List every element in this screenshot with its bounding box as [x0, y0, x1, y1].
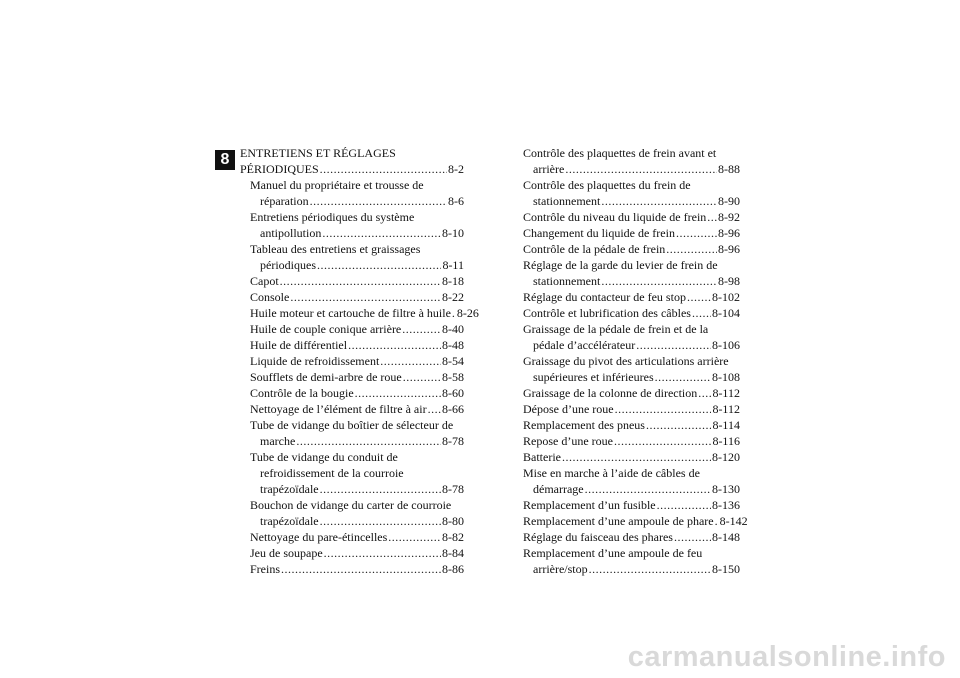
toc-line: [523, 337, 740, 353]
toc-page-number: 8-120: [712, 450, 740, 464]
toc-entry[interactable]: [523, 513, 748, 529]
toc-entry-text: Soufflets de demi-arbre de roue: [250, 370, 402, 384]
toc-line: [250, 561, 464, 577]
toc-entry-text: réparation: [260, 194, 309, 208]
toc-entry-text: Jeu de soupape: [250, 546, 323, 560]
toc-right-column: [523, 145, 748, 577]
toc-page-number: 8-112: [712, 386, 740, 400]
dot-leader: [320, 161, 447, 177]
toc-entry[interactable]: [523, 529, 740, 545]
toc-entry-text: refroidissement de la courroie: [260, 466, 404, 480]
toc-line: [250, 417, 464, 433]
dot-leader: [676, 225, 717, 241]
toc-entry-text: Graissage de la pédale de frein et de la: [523, 322, 709, 336]
toc-entry[interactable]: [250, 273, 464, 289]
toc-page-number: 8-150: [712, 562, 740, 576]
toc-entry-text: démarrage: [533, 482, 584, 496]
toc-line: [523, 369, 740, 385]
toc-entry-text: Nettoyage de l’élément de filtre à air: [250, 402, 427, 416]
dot-leader: [636, 337, 711, 353]
dot-leader: [692, 305, 711, 321]
toc-entry-text: périodiques: [260, 258, 316, 272]
toc-entry-text: Contrôle de la bougie: [250, 386, 354, 400]
toc-line: [523, 561, 740, 577]
toc-page-number: 8-78: [442, 482, 464, 496]
toc-line: [250, 545, 464, 561]
toc-page-number: 8-26: [456, 306, 479, 320]
toc-entry[interactable]: [523, 401, 740, 417]
toc-page-number: 8-48: [442, 338, 464, 352]
toc-entry-text: Nettoyage du pare-étincelles: [250, 530, 388, 544]
toc-entry[interactable]: [250, 401, 464, 417]
toc-page-number: 8-130: [712, 482, 740, 496]
toc-entry[interactable]: [250, 241, 464, 273]
toc-entry-text: Contrôle de la pédale de frein: [523, 242, 666, 256]
toc-line: [523, 433, 740, 449]
toc-line: [523, 545, 740, 561]
dot-leader: [355, 385, 441, 401]
toc-entry-text: Repose d’une roue: [523, 434, 613, 448]
toc-left-entries: [240, 177, 479, 577]
toc-entry-text: Contrôle et lubrification des câbles: [523, 306, 691, 320]
dot-leader: [715, 513, 719, 529]
toc-page-number: 8-11: [442, 258, 464, 272]
toc-entry[interactable]: [523, 433, 740, 449]
toc-line: [523, 465, 740, 481]
toc-line: [523, 529, 740, 545]
toc-line: [250, 481, 464, 497]
toc-line: [250, 401, 464, 417]
dot-leader: [320, 513, 441, 529]
toc-page-number: 8-90: [718, 194, 740, 208]
dot-leader: [322, 225, 441, 241]
toc-line: [523, 193, 740, 209]
dot-leader: [562, 449, 711, 465]
toc-page-number: 8-98: [718, 274, 740, 288]
toc-entry-text: Réglage du contacteur de feu stop: [523, 290, 686, 304]
toc-page-number: 8-142: [719, 514, 748, 528]
toc-entry[interactable]: [523, 289, 740, 305]
toc-entry[interactable]: [523, 321, 740, 353]
toc-line: [523, 353, 740, 369]
dot-leader: [707, 209, 717, 225]
dot-leader: [310, 193, 447, 209]
toc-line: [523, 321, 740, 337]
toc-page-number: 8-102: [712, 290, 740, 304]
toc-entry-text: Huile moteur et cartouche de filtre à huile: [250, 306, 451, 320]
toc-entry-text: Tube de vidange du boîtier de sélecteur de: [250, 418, 454, 432]
toc-page-number: 8-54: [442, 354, 464, 368]
dot-leader: [317, 257, 441, 273]
toc-line: [250, 193, 464, 209]
toc-page-number: 8-18: [442, 274, 464, 288]
toc-line: [250, 385, 464, 401]
toc-page-number: 8-116: [712, 434, 740, 448]
toc-page-number: 8-58: [442, 370, 464, 384]
toc-entry[interactable]: [250, 209, 464, 241]
dot-leader: [614, 433, 711, 449]
dot-leader: [674, 529, 711, 545]
toc-entry-text: trapézoïdale: [260, 482, 319, 496]
dot-leader: [601, 193, 717, 209]
toc-page-number: 8-6: [448, 194, 464, 208]
dot-leader: [320, 481, 441, 497]
dot-leader: [657, 497, 711, 513]
dot-leader: [615, 401, 712, 417]
toc-left-column: [240, 145, 479, 577]
toc-entry-text: Contrôle des plaquettes du frein de: [523, 178, 691, 192]
dot-leader: [428, 401, 441, 417]
toc-entry[interactable]: [523, 465, 740, 497]
toc-entry[interactable]: [250, 385, 464, 401]
toc-section-heading[interactable]: [240, 145, 464, 177]
chapter-number-tab: 8: [215, 150, 235, 170]
toc-entry-text: pédale d’accélérateur: [533, 338, 636, 352]
toc-line: [523, 257, 740, 273]
toc-line: [523, 177, 740, 193]
toc-page-number: 8-22: [442, 290, 464, 304]
toc-entry[interactable]: [250, 545, 464, 561]
toc-page-number: 8-66: [442, 402, 464, 416]
dot-leader: [296, 433, 441, 449]
toc-line: [250, 289, 464, 305]
dot-leader: [646, 417, 711, 433]
toc-page-number: 8-10: [442, 226, 464, 240]
toc-page-number: 8-112: [712, 402, 740, 416]
toc-entry-text: Remplacement d’une ampoule de feu: [523, 546, 703, 560]
toc-line: [523, 241, 740, 257]
toc-entry-text: Liquide de refroidissement: [250, 354, 380, 368]
toc-line: [250, 225, 464, 241]
dot-leader: [666, 241, 717, 257]
toc-entry[interactable]: [523, 257, 740, 289]
toc-line: [250, 369, 464, 385]
toc-entry[interactable]: [523, 449, 740, 465]
toc-entry[interactable]: [250, 449, 464, 497]
toc-line: [250, 209, 464, 225]
toc-entry-text: Tube de vidange du conduit de: [250, 450, 398, 464]
dot-leader: [290, 289, 441, 305]
toc-page-number: 8-96: [718, 226, 740, 240]
toc-line: [250, 177, 464, 193]
toc-entry[interactable]: [250, 305, 479, 321]
toc-entry-text: Console: [250, 290, 290, 304]
toc-line: [250, 497, 464, 513]
dot-leader: [589, 561, 711, 577]
dot-leader: [348, 337, 441, 353]
toc-entry-text: Freins: [250, 562, 280, 576]
toc-line: [523, 225, 740, 241]
toc-entry[interactable]: [250, 417, 464, 449]
toc-entry-text: Dépose d’une roue: [523, 402, 614, 416]
dot-leader: [402, 321, 441, 337]
toc-entry-text: Remplacement des pneus: [523, 418, 645, 432]
toc-line: [523, 417, 740, 433]
toc-entry[interactable]: [250, 369, 464, 385]
dot-leader: [403, 369, 441, 385]
toc-entry[interactable]: [523, 353, 740, 385]
dot-leader: [380, 353, 441, 369]
toc-line: [250, 241, 464, 257]
toc-line: [523, 481, 740, 497]
toc-page-number: 8-92: [718, 210, 740, 224]
toc-page-number: 8-108: [712, 370, 740, 384]
toc-heading-text: ENTRETIENS ET RÉGLAGES: [240, 146, 396, 160]
dot-leader: [655, 369, 711, 385]
toc-entry[interactable]: [250, 289, 464, 305]
toc-entry[interactable]: [523, 417, 740, 433]
toc-entry-text: trapézoïdale: [260, 514, 319, 528]
toc-page-number: 8-82: [442, 530, 464, 544]
toc-entry[interactable]: [523, 241, 740, 257]
toc-page-number: 8-96: [718, 242, 740, 256]
dot-leader: [452, 305, 456, 321]
toc-entry-text: Bouchon de vidange du carter de courroie: [250, 498, 452, 512]
toc-line: [250, 529, 464, 545]
toc-entry-text: marche: [260, 434, 296, 448]
watermark-text: carmanualsonline.info: [627, 641, 946, 673]
toc-entry-text: Capot: [250, 274, 279, 288]
dot-leader: [565, 161, 717, 177]
toc-entry-text: Huile de couple conique arrière: [250, 322, 402, 336]
toc-line: [250, 273, 464, 289]
toc-line: [250, 321, 464, 337]
toc-line: [523, 209, 740, 225]
toc-entry[interactable]: [250, 321, 464, 337]
toc-entry-text: arrière: [533, 162, 565, 176]
toc-page-number: 8-60: [442, 386, 464, 400]
toc-entry-text: Contrôle des plaquettes de frein avant et: [523, 146, 717, 160]
toc-entry-text: antipollution: [260, 226, 322, 240]
toc-line: [523, 385, 740, 401]
toc-entry[interactable]: [523, 209, 740, 225]
toc-line: [250, 449, 464, 465]
toc-line: [523, 289, 740, 305]
toc-entry-text: arrière/stop: [533, 562, 588, 576]
toc-entry[interactable]: [523, 145, 740, 177]
toc-entry[interactable]: [250, 177, 464, 209]
toc-entry-text: Entretiens périodiques du système: [250, 210, 415, 224]
toc-entry-text: supérieures et inférieures: [533, 370, 654, 384]
toc-entry[interactable]: [523, 305, 740, 321]
dot-leader: [687, 289, 711, 305]
toc-entry[interactable]: [250, 337, 464, 353]
toc-line: [250, 257, 464, 273]
dot-leader: [585, 481, 711, 497]
toc-entry[interactable]: [250, 529, 464, 545]
toc-entry-text: Graissage du pivot des articulations arrière: [523, 354, 729, 368]
toc-line: [523, 305, 740, 321]
toc-line: [250, 465, 464, 481]
toc-entry[interactable]: [523, 545, 740, 577]
toc-entry[interactable]: [523, 385, 740, 401]
toc-line: [250, 353, 464, 369]
toc-line: [523, 145, 740, 161]
toc-page-number: 8-84: [442, 546, 464, 560]
dot-leader: [388, 529, 441, 545]
toc-entry-text: Tableau des entretiens et graissages: [250, 242, 421, 256]
toc-entry-text: Contrôle du niveau du liquide de frein: [523, 210, 707, 224]
toc-entry-text: Mise en marche à l’aide de câbles de: [523, 466, 700, 480]
toc-page-number: 8-40: [442, 322, 464, 336]
toc-entry[interactable]: [250, 561, 464, 577]
toc-line: [240, 145, 464, 161]
toc-line: [250, 305, 479, 321]
toc-entry[interactable]: [250, 497, 464, 529]
toc-page-number: 8-104: [712, 306, 740, 320]
toc-line: [523, 401, 740, 417]
toc-line: [250, 433, 464, 449]
toc-page-number: 8-88: [718, 162, 740, 176]
toc-heading-text: PÉRIODIQUES: [240, 162, 319, 176]
toc-entry-text: Remplacement d’un fusible: [523, 498, 656, 512]
toc-entry-text: Huile de différentiel: [250, 338, 348, 352]
toc-entry-text: Réglage de la garde du levier de frein de: [523, 258, 718, 272]
dot-leader: [601, 273, 717, 289]
toc-entry-text: stationnement: [533, 274, 601, 288]
toc-line: [523, 513, 748, 529]
toc-page-number: 8-78: [442, 434, 464, 448]
toc-entry-text: Batterie: [523, 450, 561, 464]
toc-line: [523, 449, 740, 465]
toc-entry[interactable]: [523, 177, 740, 209]
toc-entry-text: Manuel du propriétaire et trousse de: [250, 178, 424, 192]
toc-page-number: 8-148: [712, 530, 740, 544]
dot-leader: [281, 561, 441, 577]
toc-entry[interactable]: [523, 497, 740, 513]
toc-entry-text: Changement du liquide de frein: [523, 226, 675, 240]
toc-line: [240, 161, 464, 177]
toc-page-number: 8-80: [442, 514, 464, 528]
toc-line: [250, 513, 464, 529]
dot-leader: [280, 273, 441, 289]
toc-line: [250, 337, 464, 353]
toc-line: [523, 161, 740, 177]
toc-entry-text: Remplacement d’une ampoule de phare: [523, 514, 714, 528]
dot-leader: [698, 385, 711, 401]
toc-entry-text: Réglage du faisceau des phares: [523, 530, 673, 544]
toc-entry[interactable]: [250, 353, 464, 369]
toc-page-number: 8-2: [448, 162, 464, 176]
toc-entry-text: stationnement: [533, 194, 601, 208]
toc-entry[interactable]: [523, 225, 740, 241]
toc-line: [523, 497, 740, 513]
toc-page-number: 8-86: [442, 562, 464, 576]
toc-page-number: 8-106: [712, 338, 740, 352]
toc-page-number: 8-136: [712, 498, 740, 512]
toc-page-number: 8-114: [712, 418, 740, 432]
toc-line: [523, 273, 740, 289]
dot-leader: [324, 545, 441, 561]
toc-entry-text: Graissage de la colonne de direction: [523, 386, 698, 400]
